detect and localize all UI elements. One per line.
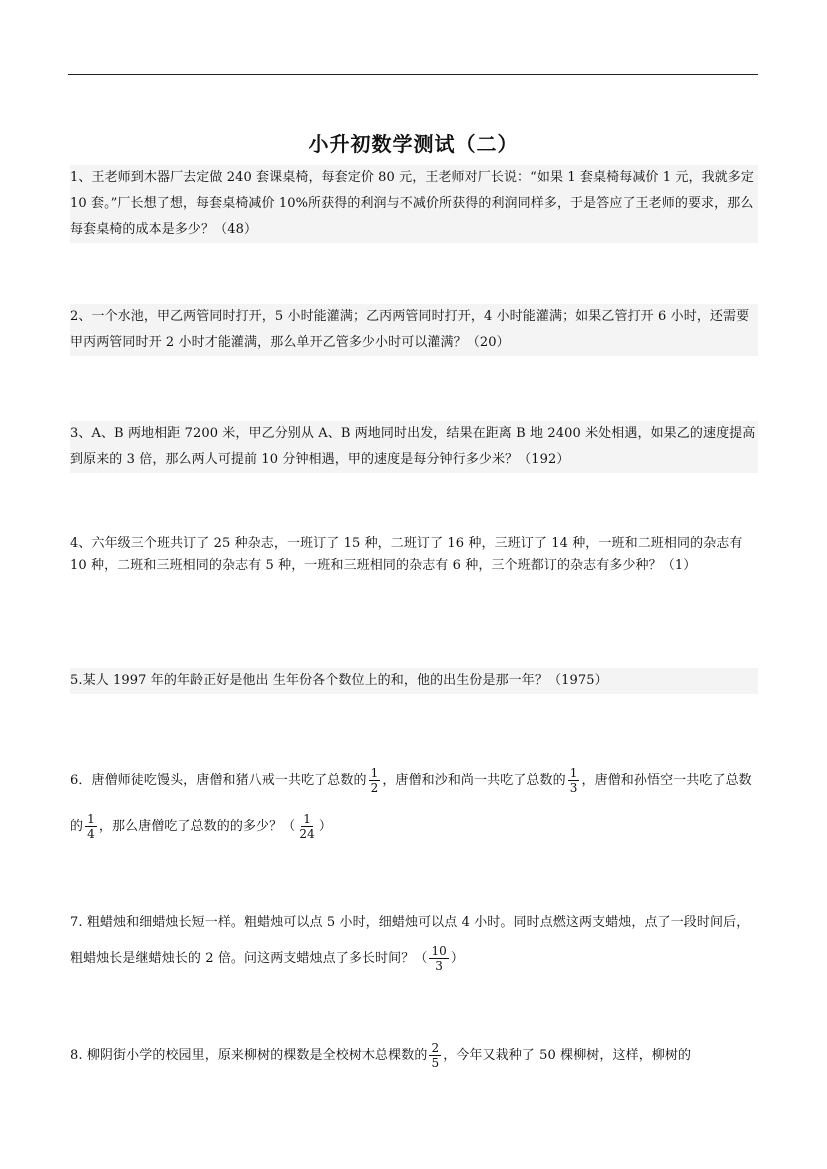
question-6 (70, 758, 758, 850)
fraction-10-3: $\frac{10}{3}$ (431, 944, 447, 973)
question-6-text-5: ） (318, 819, 332, 834)
question-8-text-2: ，今年又栽种了 50 棵柳树，这样，柳树的 (443, 1048, 692, 1063)
fraction-2-5: $\frac{2}{5}$ (431, 1041, 440, 1070)
header-rule (68, 74, 758, 75)
page-title: 小升初数学测试（二） (308, 132, 519, 156)
question-1: 1、王老师到木器厂去定做 240 套课桌椅，每套定价 80 元，王老师对厂长说：“如果 1 套桌椅每减价 1 元，我就多定 10 套。”厂长想了想，每套桌椅减价 10%所获得的利润与不减价所获得的利润同样多，于是答应了王老师的要求，那么每套桌椅的成本是多少？（48） (70, 165, 758, 243)
question-7-text-2: ） (450, 951, 465, 966)
question-4: 4、六年级三个班共订了 25 种杂志，一班订了 15 种，二班订了 16 种，三班订了 14 种，一班和二班相同的杂志有 10 种，二班和三班相同的杂志有 5 种，一班和三班相同的杂志有 6 种，三个班都订的杂志有多少种？（1） (70, 536, 743, 573)
fraction-1-4: $\frac{1}{4}$ (87, 812, 95, 841)
question-8 (70, 1036, 758, 1076)
question-2: 2、一个水池，甲乙两管同时打开，5 小时能灌满；乙丙两管同时打开，4 小时能灌满；如果乙管打开 6 小时，还需要甲丙两管同时开 2 小时才能灌满，那么单开乙管多少小时可以灌满？（20） (70, 304, 758, 356)
question-6-text-3: ，唐僧和孙悟空一共吃了总数的 (70, 773, 752, 834)
question-3: 3、A、B 两地相距 7200 米，甲乙分别从 A、B 两地同时出发，结果在距离 B 地 2400 米处相遇，如果乙的速度提高到原来的 3 倍，那么两人可提前 10 分钟相遇，甲的速度是每分钟行多少米？（192） (70, 421, 758, 473)
fraction-1-3: $\frac{1}{3}$ (569, 766, 578, 795)
question-6-text-2: ，唐僧和沙和尚一共吃了总数的 (382, 773, 566, 788)
fraction-1-24: $\frac{1}{24}$ (299, 812, 315, 841)
question-5: 5.某人 1997 年的年龄正好是他出 生年份各个数位上的和，他的出生份是那一年？（1975） (70, 668, 758, 694)
fraction-1-2: $\frac{1}{2}$ (370, 766, 379, 795)
question-6-text-1: 6．唐僧师徒吃馒头，唐僧和猪八戒一共吃了总数的 (70, 773, 367, 788)
question-6-text-4: ，那么唐僧吃了总数的的多少？（ (98, 819, 296, 834)
question-7 (70, 905, 758, 977)
question-7-text-1: 7. 粗蜡烛和细蜡烛长短一样。粗蜡烛可以点 5 小时，细蜡烛可以点 4 小时。同时点燃这两支蜡烛，点了一段时间后，粗蜡烛长是继蜡烛长的 2 倍。问这两支蜡烛点了多长时间？（ (70, 915, 750, 966)
question-8-text-1: 8. 柳阴街小学的校园里，原来柳树的棵数是全校树木总棵数的 (70, 1048, 428, 1063)
